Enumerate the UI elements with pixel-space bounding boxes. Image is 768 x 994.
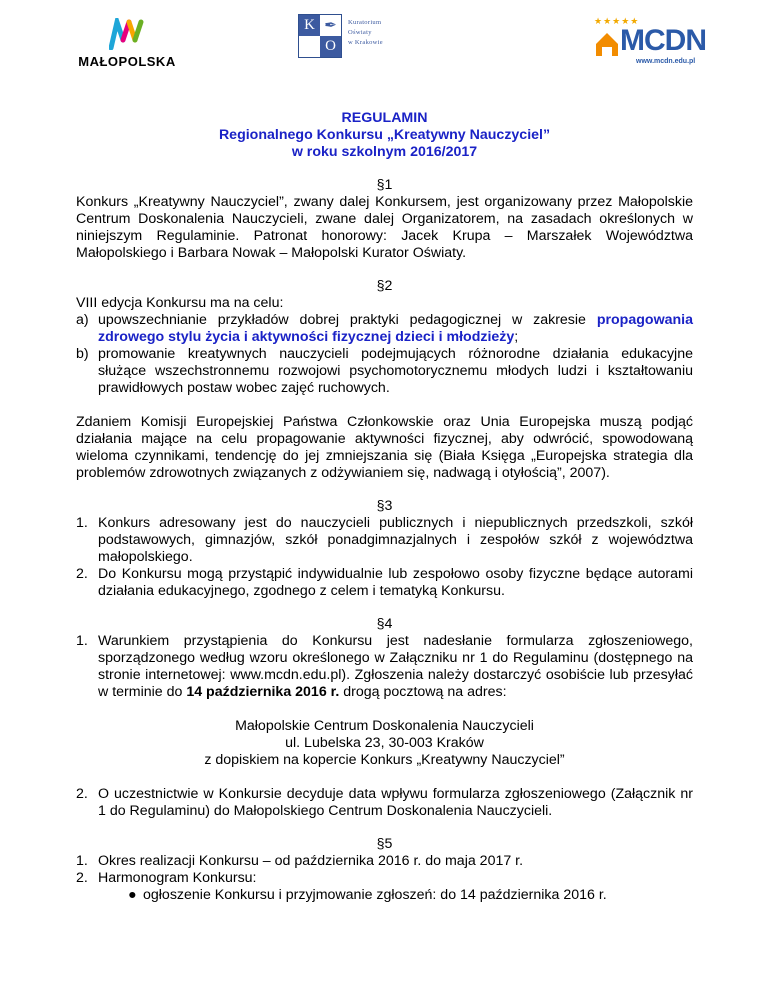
stars-icon: ★★★★★ <box>594 16 640 26</box>
section-3-heading: §3 <box>376 498 393 514</box>
list-item: 2. O uczestnictwie w Konkursie decyduje data wpływu formularza zgłoszeniowego (Załącznik nr 1 do Regulaminu) do Małopolskiego Centrum Doskonalenia Nauczycieli. <box>76 786 693 819</box>
section-5-list <box>76 853 693 887</box>
document-title: REGULAMIN Regionalnego Konkursu „Kreatywny Nauczyciel” w roku szkolnym 2016/2017 <box>218 110 551 160</box>
section-5-heading: §5 <box>376 836 393 852</box>
section-2-list <box>76 312 693 397</box>
deadline-date: 14 października 2016 r. <box>186 684 340 700</box>
section-2-intro: VIII edycja Konkursu ma na celu: <box>76 295 284 311</box>
kuratorium-logo <box>298 14 383 56</box>
section-3-list <box>76 515 693 600</box>
section-4-list-continued <box>76 786 693 820</box>
section-4-list <box>76 633 693 701</box>
list-item: b) promowanie kreatywnych nauczycieli podejmujących różnorodne działania edukacyjne służące wszechstronnemu rozwojowi psychomotorycznemu młodych ludzi i kształtowaniu prawidłowych postaw wobec zajęć ruchowych. <box>76 346 693 396</box>
kuratorium-text: Kuratorium Oświaty w Krakowie <box>348 19 383 46</box>
highlighted-phrase: propagowania zdrowego stylu życia i aktywności fizycznej dzieci i młodzieży <box>98 312 693 345</box>
list-item: 1. Konkurs adresowany jest do nauczycieli publicznych i niepublicznych przedszkoli, szkół podstawowych, gimnazjów, szkół ponadgimnazjalnych i zespołów szkół z województwa małopolskiego. <box>76 515 693 565</box>
list-item: a) upowszechnianie przykładów dobrej praktyki pedagogicznej w zakresie propagowania zdrowego stylu życia i aktywności fizycznej dzieci i młodzieży; <box>76 312 693 345</box>
list-item: 2. Harmonogram Konkursu: <box>76 870 257 886</box>
malopolska-name: MAŁOPOLSKA <box>78 54 176 69</box>
section-1-text: Konkurs „Kreatywny Nauczyciel”, zwany dalej Konkursem, jest organizowany przez Małopolskie Centrum Doskonalenia Nauczycieli, zwane dalej Organizatorem, na zasadach określonych w niniejszym Regulaminie. Patronat honorowy: Jacek Krupa – Marszałek Województwa Małopolskiego i Barbara Nowak – Małopolski Kurator Oświaty. <box>76 194 693 261</box>
section-4-heading: §4 <box>376 616 393 632</box>
list-item: 2. Do Konkursu mogą przystąpić indywidualnie lub zespołowo osoby fizyczne będące autorami działania edukacyjnego, zgodnego z celem i tematyką Konkursu. <box>76 566 693 599</box>
mcdn-logo <box>592 16 706 66</box>
kuratorium-mark <box>298 14 342 58</box>
ko-letter-k: K <box>299 15 320 36</box>
list-item: 1. Warunkiem przystąpienia do Konkursu jest nadesłanie formularza zgłoszeniowego, sporządzonego według wzoru określonego w Załączniku nr 1 do Regulaminu (dostępnego na stronie internetowej: www.mcdn.edu.pl). Zgłoszenia należy dostarczyć osobiście lub przesyłać w terminie do 14 października 2016 r. drogą pocztową na adres: <box>76 633 693 700</box>
quill-icon: ✒ <box>320 15 341 36</box>
schedule-bullet: ● ogłoszenie Konkursu i przyjmowanie zgłoszeń: do 14 października 2016 r. <box>128 887 607 903</box>
mcdn-wordmark: MCDN <box>620 24 706 57</box>
list-item: 1. Okres realizacji Konkursu – od października 2016 r. do maja 2017 r. <box>76 853 524 869</box>
section-2-note: Zdaniem Komisji Europejskiej Państwa Członkowskie oraz Unia Europejska muszą podjąć działania mające na celu propagowanie aktywności fizycznej, aby odwrócić, spowodowaną wieloma czynnikami, tendencję do jej zmniejszania się (Biała Księga „Europejska strategia dla problemów zdrowotnych związanych z odżywianiem się, nadwagą i otyłością”, 2007). <box>76 414 693 481</box>
postal-address: Małopolskie Centrum Doskonalenia Nauczycieli ul. Lubelska 23, 30-003 Kraków z dopiskiem na kopercie Konkurs „Kreatywny Nauczyciel” <box>204 718 565 768</box>
mcdn-url: www.mcdn.edu.pl <box>636 58 696 65</box>
document-body <box>76 110 693 904</box>
section-1-heading: §1 <box>376 177 393 193</box>
section-2-heading: §2 <box>376 278 393 294</box>
malopolska-logo <box>72 18 182 69</box>
bullet-icon: ● <box>128 887 137 903</box>
logo-bar <box>0 0 768 90</box>
house-icon <box>594 30 620 58</box>
ko-letter-o: O <box>320 36 341 57</box>
malopolska-mark-icon <box>109 18 145 50</box>
